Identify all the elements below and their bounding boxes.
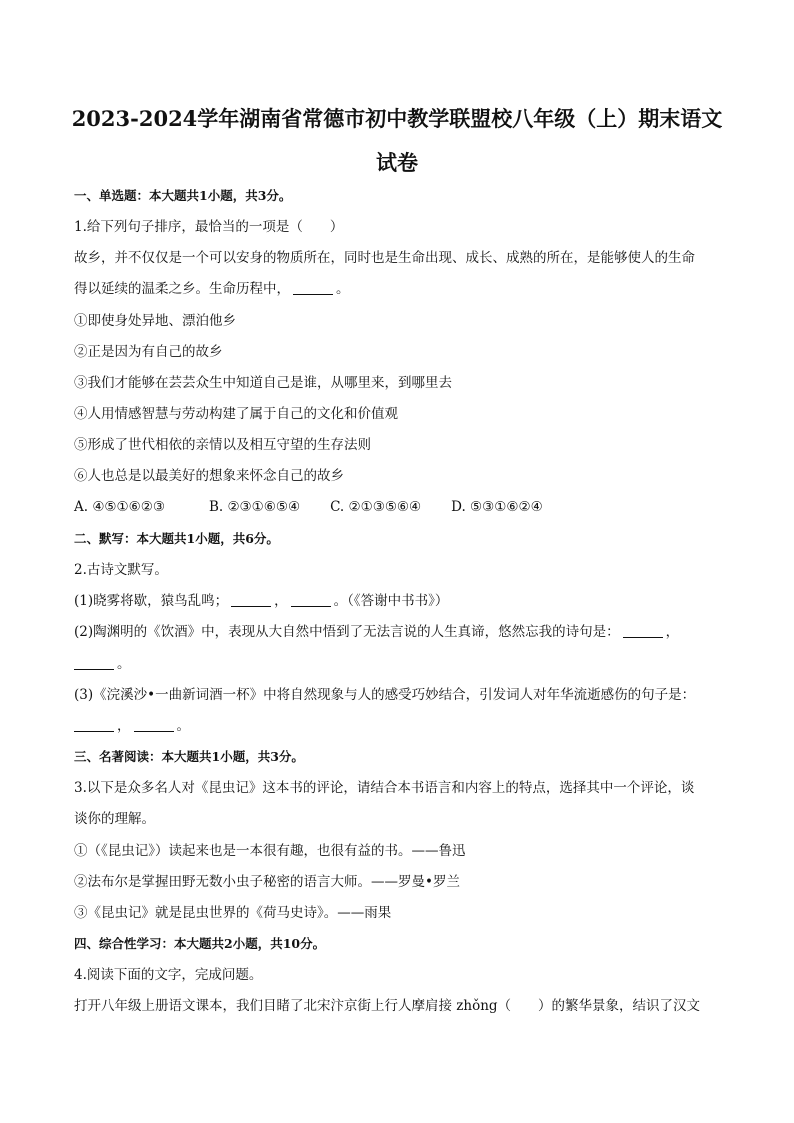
section-4-heading: 四、综合性学习：本大题共2小题，共10分。 [74, 936, 326, 951]
q1-item: ④人用情感智慧与劳动构建了属于自己的文化和价值观 [74, 406, 398, 422]
option-a: A. ④⑤①⑥②③ [74, 499, 165, 515]
section-1-heading: 一、单选题：本大题共1小题，共3分。 [74, 188, 292, 203]
q3-review-2: ②法布尔是掌握田野无数小虫子秘密的语言大师。——罗曼•罗兰 [74, 874, 460, 890]
answer-blank [293, 280, 333, 295]
q4-passage-line-1: 打开八年级上册语文课本，我们目睹了北宋汴京街上行人摩肩接 zhǒng（ ）的繁华景象，结识了汉文 [74, 998, 701, 1014]
question-3-cont: 谈你的理解。 [74, 811, 155, 827]
q2-line-3: (3)《浣溪沙•一曲新词酒一杯》中将自然现象与人的感受巧妙结合，引发词人对年华流逝感伤的句子是： [74, 687, 696, 703]
title-line-1: 2023-2024学年湖南省常德市初中教学联盟校八年级（上）期末语文 [71, 106, 723, 131]
q1-passage-line-1: 故乡，并不仅仅是一个可以安身的物质所在，同时也是生命出现、成长、成熟的所在，是能够使人的生命 [74, 250, 695, 266]
q3-review-1: ①（《昆虫记》）读起来也是一本很有趣，也很有益的书。——鲁迅 [74, 843, 466, 859]
question-1: 1.给下列句子排序，最恰当的一项是（ ） [74, 219, 344, 235]
q2-line-1: (1)晓雾将歇，猿鸟乱鸣； ， 。（《答谢中书书》） [74, 593, 449, 609]
q2-line-2-cont: 。 [74, 654, 724, 674]
answer-blank [231, 592, 271, 607]
answer-blank [74, 655, 114, 670]
title-line-2: 试卷 [376, 150, 418, 175]
q1-item: ⑤形成了世代相依的亲情以及相互守望的生存法则 [74, 437, 371, 453]
question-2: 2.古诗文默写。 [74, 562, 168, 578]
question-4: 4.阅读下面的文字，完成问题。 [74, 967, 263, 983]
answer-blank [134, 717, 174, 732]
q1-item: ⑥人也总是以最美好的想象来怀念自己的故乡 [74, 468, 344, 484]
q1-item: ②正是因为有自己的故乡 [74, 344, 223, 360]
section-3-heading: 三、名著阅读：本大题共1小题，共3分。 [74, 749, 304, 764]
q2-line-3-cont: ， 。 [74, 716, 724, 736]
q1-options [74, 497, 724, 517]
option-c: C. ②①③⑤⑥④ [330, 499, 422, 515]
document-title [60, 97, 734, 185]
q2-line-2: (2)陶渊明的《饮酒》中，表现从大自然中悟到了无法言说的人生真谛，悠然忘我的诗句是： ， [74, 624, 680, 640]
q1-item: ③我们才能够在芸芸众生中知道自己是谁，从哪里来，到哪里去 [74, 375, 452, 391]
answer-blank [74, 717, 114, 732]
q3-review-3: ③《昆虫记》就是昆虫世界的《荷马史诗》。——雨果 [74, 905, 392, 921]
section-2-heading: 二、默写：本大题共1小题，共6分。 [74, 531, 279, 546]
q1-passage-line-2: 得以延续的温柔之乡。生命历程中， 。 [74, 281, 350, 297]
option-d: D. ⑤③①⑥②④ [451, 499, 543, 515]
q1-item: ①即使身处异地、漂泊他乡 [74, 313, 236, 329]
answer-blank [623, 623, 663, 638]
option-b: B. ②③①⑥⑤④ [208, 499, 301, 515]
answer-blank [291, 592, 331, 607]
question-3: 3.以下是众多名人对《昆虫记》这本书的评论，请结合本书语言和内容上的特点，选择其中一个评论，谈 [74, 780, 695, 796]
